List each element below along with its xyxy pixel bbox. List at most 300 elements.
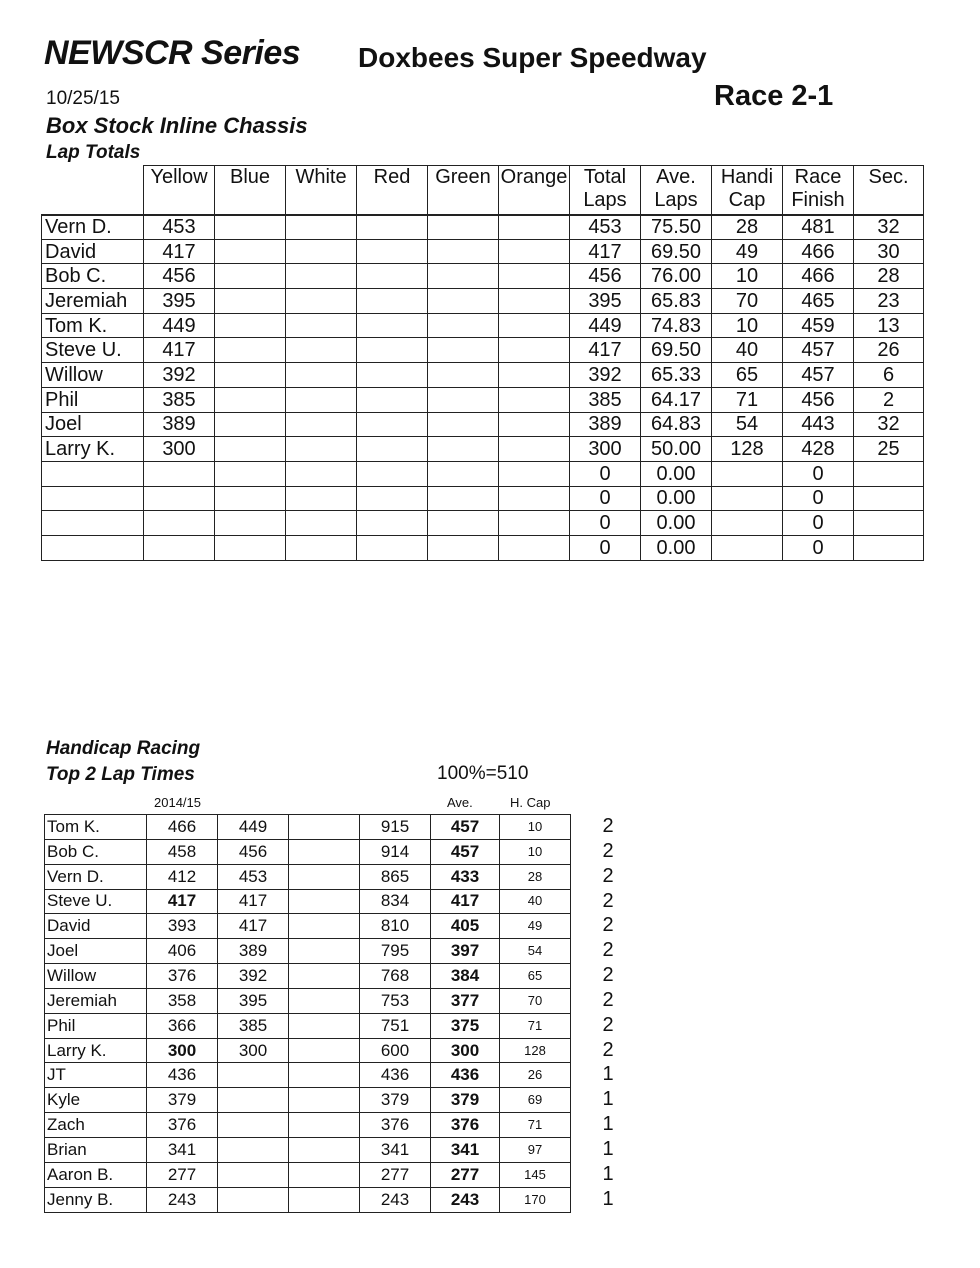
lap-totals-row	[42, 437, 924, 462]
race-count: 1	[602, 1162, 614, 1185]
lap-value-cell	[215, 511, 286, 536]
lap-value-cell: 25	[854, 437, 924, 462]
lap-value-cell: 389	[144, 412, 215, 437]
lap-col-header	[428, 166, 499, 215]
lap-value-cell	[286, 338, 357, 363]
hcap-column-label: H. Cap	[510, 795, 551, 810]
lap-col-header	[42, 166, 144, 215]
lap-value-cell	[357, 486, 428, 511]
lap-value-cell	[215, 412, 286, 437]
driver-name-cell: Bob C.	[42, 264, 144, 289]
handicap-total-cell: 753	[360, 988, 431, 1013]
lap-value-cell: 392	[144, 363, 215, 388]
lap-value-cell: 0	[783, 486, 854, 511]
lap-value-cell	[428, 215, 499, 240]
lap-value-cell: 453	[144, 215, 215, 240]
lap-value-cell: 449	[144, 313, 215, 338]
handicap-hcap-cell: 65	[500, 964, 571, 989]
driver-name-cell: Larry K.	[42, 437, 144, 462]
handicap-title: Handicap Racing	[46, 738, 201, 759]
handicap-blank-cell	[289, 815, 360, 840]
class-label: Box Stock Inline Chassis	[46, 113, 308, 138]
lap-value-cell: 0	[783, 461, 854, 486]
handicap-ave-cell: 376	[431, 1113, 500, 1138]
handicap-name-cell: Joel	[45, 939, 147, 964]
lap-totals-row	[42, 412, 924, 437]
lap-value-cell	[712, 461, 783, 486]
header-line-1: Red	[373, 166, 411, 188]
handicap-blank-cell	[289, 1013, 360, 1038]
handicap-blank-cell	[289, 1063, 360, 1088]
header-line-1: White	[295, 166, 347, 188]
lap-value-cell: 481	[783, 215, 854, 240]
handicap-total-cell: 341	[360, 1137, 431, 1162]
lap-value-cell	[286, 461, 357, 486]
lap-value-cell: 0.00	[641, 486, 712, 511]
lap-col-header	[570, 166, 641, 215]
handicap-hcap-cell: 69	[500, 1088, 571, 1113]
lap-value-cell: 395	[144, 289, 215, 314]
handicap-row	[45, 889, 571, 914]
handicap-race-cell: 453	[218, 864, 289, 889]
lap-value-cell: 28	[854, 264, 924, 289]
lap-value-cell: 466	[783, 264, 854, 289]
handicap-ave-cell: 277	[431, 1162, 500, 1187]
lap-value-cell	[854, 511, 924, 536]
race-count: 1	[602, 1113, 614, 1136]
lap-col-header	[783, 166, 854, 215]
lap-value-cell: 459	[783, 313, 854, 338]
lap-value-cell	[357, 363, 428, 388]
header-line-2: Laps	[654, 189, 698, 211]
handicap-total-cell: 751	[360, 1013, 431, 1038]
lap-value-cell	[357, 215, 428, 240]
lap-value-cell	[499, 437, 570, 462]
lap-value-cell: 0	[783, 535, 854, 560]
lap-value-cell	[428, 412, 499, 437]
lap-col-header	[641, 166, 712, 215]
handicap-hcap-cell: 49	[500, 914, 571, 939]
handicap-total-cell: 914	[360, 839, 431, 864]
handicap-season-cell: 466	[147, 815, 218, 840]
lap-value-cell	[286, 363, 357, 388]
handicap-blank-cell	[289, 1088, 360, 1113]
lap-value-cell: 456	[570, 264, 641, 289]
handicap-season-cell: 376	[147, 1113, 218, 1138]
lap-value-cell	[144, 486, 215, 511]
lap-value-cell	[499, 289, 570, 314]
handicap-hcap-cell: 54	[500, 939, 571, 964]
driver-name-cell: Jeremiah	[42, 289, 144, 314]
race-count: 2	[602, 815, 614, 837]
lap-totals-header-row	[42, 166, 924, 215]
header-line-1: Orange	[500, 166, 568, 188]
header-line-1: Race	[794, 166, 842, 188]
handicap-blank-cell	[289, 1113, 360, 1138]
handicap-season-cell: 417	[147, 889, 218, 914]
lap-value-cell	[499, 363, 570, 388]
race-count: 2	[602, 839, 614, 862]
lap-totals-row	[42, 215, 924, 240]
lap-value-cell	[286, 215, 357, 240]
lap-value-cell	[499, 387, 570, 412]
lap-value-cell	[499, 313, 570, 338]
header-line-1: Sec.	[868, 166, 909, 188]
lap-value-cell: 457	[783, 338, 854, 363]
handicap-row	[45, 1187, 571, 1212]
lap-value-cell	[215, 486, 286, 511]
lap-value-cell	[286, 486, 357, 511]
lap-value-cell: 385	[570, 387, 641, 412]
lap-col-header	[499, 166, 570, 215]
race-count: 2	[602, 964, 614, 987]
handicap-blank-cell	[289, 1137, 360, 1162]
handicap-season-cell: 436	[147, 1063, 218, 1088]
lap-value-cell: 0.00	[641, 535, 712, 560]
handicap-race-cell: 456	[218, 839, 289, 864]
lap-value-cell	[357, 437, 428, 462]
lap-value-cell: 64.83	[641, 412, 712, 437]
lap-value-cell	[499, 264, 570, 289]
lap-value-cell	[428, 363, 499, 388]
lap-value-cell	[144, 461, 215, 486]
lap-totals-row	[42, 461, 924, 486]
lap-value-cell	[215, 289, 286, 314]
handicap-ave-cell: 436	[431, 1063, 500, 1088]
handicap-row	[45, 1063, 571, 1088]
handicap-total-cell: 600	[360, 1038, 431, 1063]
lap-value-cell: 49	[712, 239, 783, 264]
lap-value-cell: 65.83	[641, 289, 712, 314]
driver-name-cell	[42, 486, 144, 511]
driver-name-cell	[42, 461, 144, 486]
lap-totals-row	[42, 289, 924, 314]
lap-value-cell: 417	[144, 239, 215, 264]
handicap-total-cell: 834	[360, 889, 431, 914]
lap-value-cell	[286, 437, 357, 462]
lap-value-cell	[499, 535, 570, 560]
handicap-name-cell: Tom K.	[45, 815, 147, 840]
handicap-race-cell	[218, 1137, 289, 1162]
lap-value-cell: 23	[854, 289, 924, 314]
lap-value-cell	[286, 264, 357, 289]
lap-value-cell	[286, 239, 357, 264]
lap-value-cell: 40	[712, 338, 783, 363]
race-count: 1	[602, 1088, 614, 1111]
lap-value-cell: 465	[783, 289, 854, 314]
lap-value-cell: 6	[854, 363, 924, 388]
handicap-season-cell: 406	[147, 939, 218, 964]
lap-value-cell: 395	[570, 289, 641, 314]
lap-value-cell	[428, 535, 499, 560]
lap-value-cell	[499, 338, 570, 363]
race-count: 1	[602, 1187, 614, 1210]
handicap-row	[45, 815, 571, 840]
lap-value-cell	[215, 264, 286, 289]
lap-value-cell	[428, 387, 499, 412]
lap-totals-label: Lap Totals	[46, 142, 141, 163]
handicap-blank-cell	[289, 1038, 360, 1063]
lap-value-cell	[854, 486, 924, 511]
lap-value-cell	[428, 289, 499, 314]
lap-value-cell: 385	[144, 387, 215, 412]
lap-value-cell: 0	[570, 461, 641, 486]
handicap-hcap-cell: 70	[500, 988, 571, 1013]
handicap-race-cell: 300	[218, 1038, 289, 1063]
race-count: 1	[602, 1063, 614, 1086]
lap-totals-row	[42, 313, 924, 338]
lap-value-cell: 76.00	[641, 264, 712, 289]
header-line-2: Cap	[728, 189, 766, 211]
handicap-row	[45, 864, 571, 889]
handicap-name-cell: Aaron B.	[45, 1162, 147, 1187]
lap-value-cell	[499, 461, 570, 486]
lap-value-cell	[286, 289, 357, 314]
lap-value-cell: 417	[570, 239, 641, 264]
handicap-race-cell: 385	[218, 1013, 289, 1038]
lap-value-cell: 466	[783, 239, 854, 264]
handicap-race-cell: 392	[218, 964, 289, 989]
ave-column-label: Ave.	[447, 795, 473, 810]
handicap-name-cell: Steve U.	[45, 889, 147, 914]
driver-name-cell: David	[42, 239, 144, 264]
lap-value-cell: 28	[712, 215, 783, 240]
lap-value-cell: 0	[570, 511, 641, 536]
lap-value-cell	[357, 338, 428, 363]
handicap-name-cell: Willow	[45, 964, 147, 989]
handicap-name-cell: Brian	[45, 1137, 147, 1162]
handicap-row	[45, 1137, 571, 1162]
lap-value-cell	[215, 215, 286, 240]
handicap-row	[45, 939, 571, 964]
lap-value-cell: 456	[144, 264, 215, 289]
handicap-blank-cell	[289, 939, 360, 964]
handicap-season-cell: 277	[147, 1162, 218, 1187]
lap-value-cell: 74.83	[641, 313, 712, 338]
handicap-total-cell: 376	[360, 1113, 431, 1138]
handicap-hcap-cell: 28	[500, 864, 571, 889]
driver-name-cell	[42, 511, 144, 536]
driver-name-cell: Steve U.	[42, 338, 144, 363]
driver-name-cell: Tom K.	[42, 313, 144, 338]
lap-totals-row	[42, 363, 924, 388]
lap-value-cell: 0	[783, 511, 854, 536]
handicap-season-cell: 379	[147, 1088, 218, 1113]
lap-totals-row	[42, 264, 924, 289]
handicap-blank-cell	[289, 1162, 360, 1187]
handicap-ave-cell: 377	[431, 988, 500, 1013]
series-title: NEWSCR Series	[44, 34, 301, 72]
lap-totals-table	[41, 165, 924, 561]
handicap-total-cell: 915	[360, 815, 431, 840]
race-count: 2	[602, 988, 614, 1011]
handicap-season-cell: 243	[147, 1187, 218, 1212]
lap-value-cell	[428, 313, 499, 338]
lap-col-header	[215, 166, 286, 215]
lap-col-header	[854, 166, 924, 215]
handicap-blank-cell	[289, 839, 360, 864]
handicap-name-cell: Bob C.	[45, 839, 147, 864]
handicap-total-cell: 810	[360, 914, 431, 939]
race-count: 2	[602, 864, 614, 887]
race-count: 2	[602, 889, 614, 912]
race-label: Race 2-1	[714, 80, 834, 112]
lap-totals-row	[42, 239, 924, 264]
lap-value-cell	[499, 215, 570, 240]
driver-name-cell: Vern D.	[42, 215, 144, 240]
handicap-season-cell: 393	[147, 914, 218, 939]
lap-value-cell: 457	[783, 363, 854, 388]
lap-value-cell: 13	[854, 313, 924, 338]
handicap-row	[45, 988, 571, 1013]
handicap-race-cell: 449	[218, 815, 289, 840]
handicap-season-cell: 376	[147, 964, 218, 989]
lap-value-cell	[357, 387, 428, 412]
lap-value-cell	[499, 511, 570, 536]
handicap-race-cell: 417	[218, 889, 289, 914]
handicap-row	[45, 1162, 571, 1187]
lap-value-cell	[286, 313, 357, 338]
handicap-row	[45, 1038, 571, 1063]
lap-value-cell	[428, 264, 499, 289]
lap-value-cell	[144, 511, 215, 536]
lap-value-cell	[428, 239, 499, 264]
handicap-hcap-cell: 97	[500, 1137, 571, 1162]
driver-name-cell	[42, 535, 144, 560]
percent-note: 100%=510	[437, 763, 529, 784]
handicap-season-cell: 341	[147, 1137, 218, 1162]
handicap-ave-cell: 379	[431, 1088, 500, 1113]
handicap-ave-cell: 417	[431, 889, 500, 914]
handicap-blank-cell	[289, 1187, 360, 1212]
handicap-ave-cell: 457	[431, 815, 500, 840]
lap-totals-row	[42, 387, 924, 412]
handicap-blank-cell	[289, 864, 360, 889]
lap-value-cell: 0	[570, 486, 641, 511]
handicap-total-cell: 768	[360, 964, 431, 989]
lap-value-cell: 300	[144, 437, 215, 462]
lap-value-cell: 389	[570, 412, 641, 437]
lap-value-cell	[499, 412, 570, 437]
handicap-row	[45, 1088, 571, 1113]
handicap-hcap-cell: 71	[500, 1113, 571, 1138]
lap-value-cell	[357, 535, 428, 560]
lap-value-cell: 10	[712, 264, 783, 289]
lap-value-cell	[215, 239, 286, 264]
lap-value-cell: 75.50	[641, 215, 712, 240]
handicap-row	[45, 1113, 571, 1138]
race-count: 2	[602, 1013, 614, 1036]
handicap-blank-cell	[289, 914, 360, 939]
lap-value-cell	[428, 511, 499, 536]
lap-value-cell	[712, 535, 783, 560]
lap-value-cell	[428, 461, 499, 486]
handicap-season-cell: 366	[147, 1013, 218, 1038]
lap-value-cell: 71	[712, 387, 783, 412]
handicap-race-cell	[218, 1113, 289, 1138]
handicap-ave-cell: 243	[431, 1187, 500, 1212]
lap-value-cell	[428, 486, 499, 511]
handicap-name-cell: Jenny B.	[45, 1187, 147, 1212]
lap-value-cell: 30	[854, 239, 924, 264]
lap-value-cell: 300	[570, 437, 641, 462]
handicap-total-cell: 277	[360, 1162, 431, 1187]
lap-value-cell	[215, 313, 286, 338]
handicap-season-cell: 458	[147, 839, 218, 864]
lap-totals-row	[42, 486, 924, 511]
handicap-hcap-cell: 71	[500, 1013, 571, 1038]
track-title: Doxbees Super Speedway	[358, 42, 707, 73]
handicap-ave-cell: 397	[431, 939, 500, 964]
lap-col-header	[144, 166, 215, 215]
handicap-race-cell	[218, 1063, 289, 1088]
lap-value-cell: 0	[570, 535, 641, 560]
handicap-blank-cell	[289, 988, 360, 1013]
handicap-hcap-cell: 145	[500, 1162, 571, 1187]
handicap-total-cell: 379	[360, 1088, 431, 1113]
handicap-total-cell: 865	[360, 864, 431, 889]
lap-value-cell: 65.33	[641, 363, 712, 388]
lap-totals-row	[42, 535, 924, 560]
race-count: 1	[602, 1137, 614, 1160]
handicap-row	[45, 964, 571, 989]
lap-value-cell	[428, 437, 499, 462]
lap-value-cell	[357, 264, 428, 289]
handicap-row	[45, 839, 571, 864]
lap-value-cell	[286, 412, 357, 437]
lap-value-cell	[215, 535, 286, 560]
handicap-hcap-cell: 10	[500, 815, 571, 840]
race-count-column	[596, 814, 620, 1212]
lap-value-cell: 417	[570, 338, 641, 363]
header-line-1: Green	[435, 166, 491, 188]
handicap-row	[45, 1013, 571, 1038]
handicap-subtitle: Top 2 Lap Times	[46, 764, 195, 785]
handicap-ave-cell: 300	[431, 1038, 500, 1063]
lap-value-cell: 128	[712, 437, 783, 462]
season-column-label: 2014/15	[154, 795, 201, 810]
header-line-2: Finish	[791, 189, 845, 211]
lap-value-cell	[215, 461, 286, 486]
handicap-hcap-cell: 26	[500, 1063, 571, 1088]
handicap-blank-cell	[289, 964, 360, 989]
lap-totals-row	[42, 511, 924, 536]
driver-name-cell: Joel	[42, 412, 144, 437]
lap-value-cell: 0.00	[641, 461, 712, 486]
race-count: 2	[602, 914, 614, 937]
lap-value-cell	[357, 313, 428, 338]
header-line-1: Ave.	[656, 166, 696, 188]
handicap-race-cell: 417	[218, 914, 289, 939]
lap-value-cell: 417	[144, 338, 215, 363]
header-line-2: Laps	[583, 189, 627, 211]
handicap-name-cell: Vern D.	[45, 864, 147, 889]
lap-value-cell: 449	[570, 313, 641, 338]
handicap-ave-cell: 375	[431, 1013, 500, 1038]
handicap-total-cell: 243	[360, 1187, 431, 1212]
handicap-ave-cell: 433	[431, 864, 500, 889]
lap-value-cell: 70	[712, 289, 783, 314]
handicap-ave-cell: 405	[431, 914, 500, 939]
lap-value-cell: 26	[854, 338, 924, 363]
handicap-ave-cell: 384	[431, 964, 500, 989]
handicap-ave-cell: 457	[431, 839, 500, 864]
lap-value-cell	[357, 239, 428, 264]
lap-value-cell	[286, 535, 357, 560]
handicap-season-cell: 300	[147, 1038, 218, 1063]
header-line-1: Total	[583, 166, 627, 188]
lap-value-cell: 69.50	[641, 239, 712, 264]
